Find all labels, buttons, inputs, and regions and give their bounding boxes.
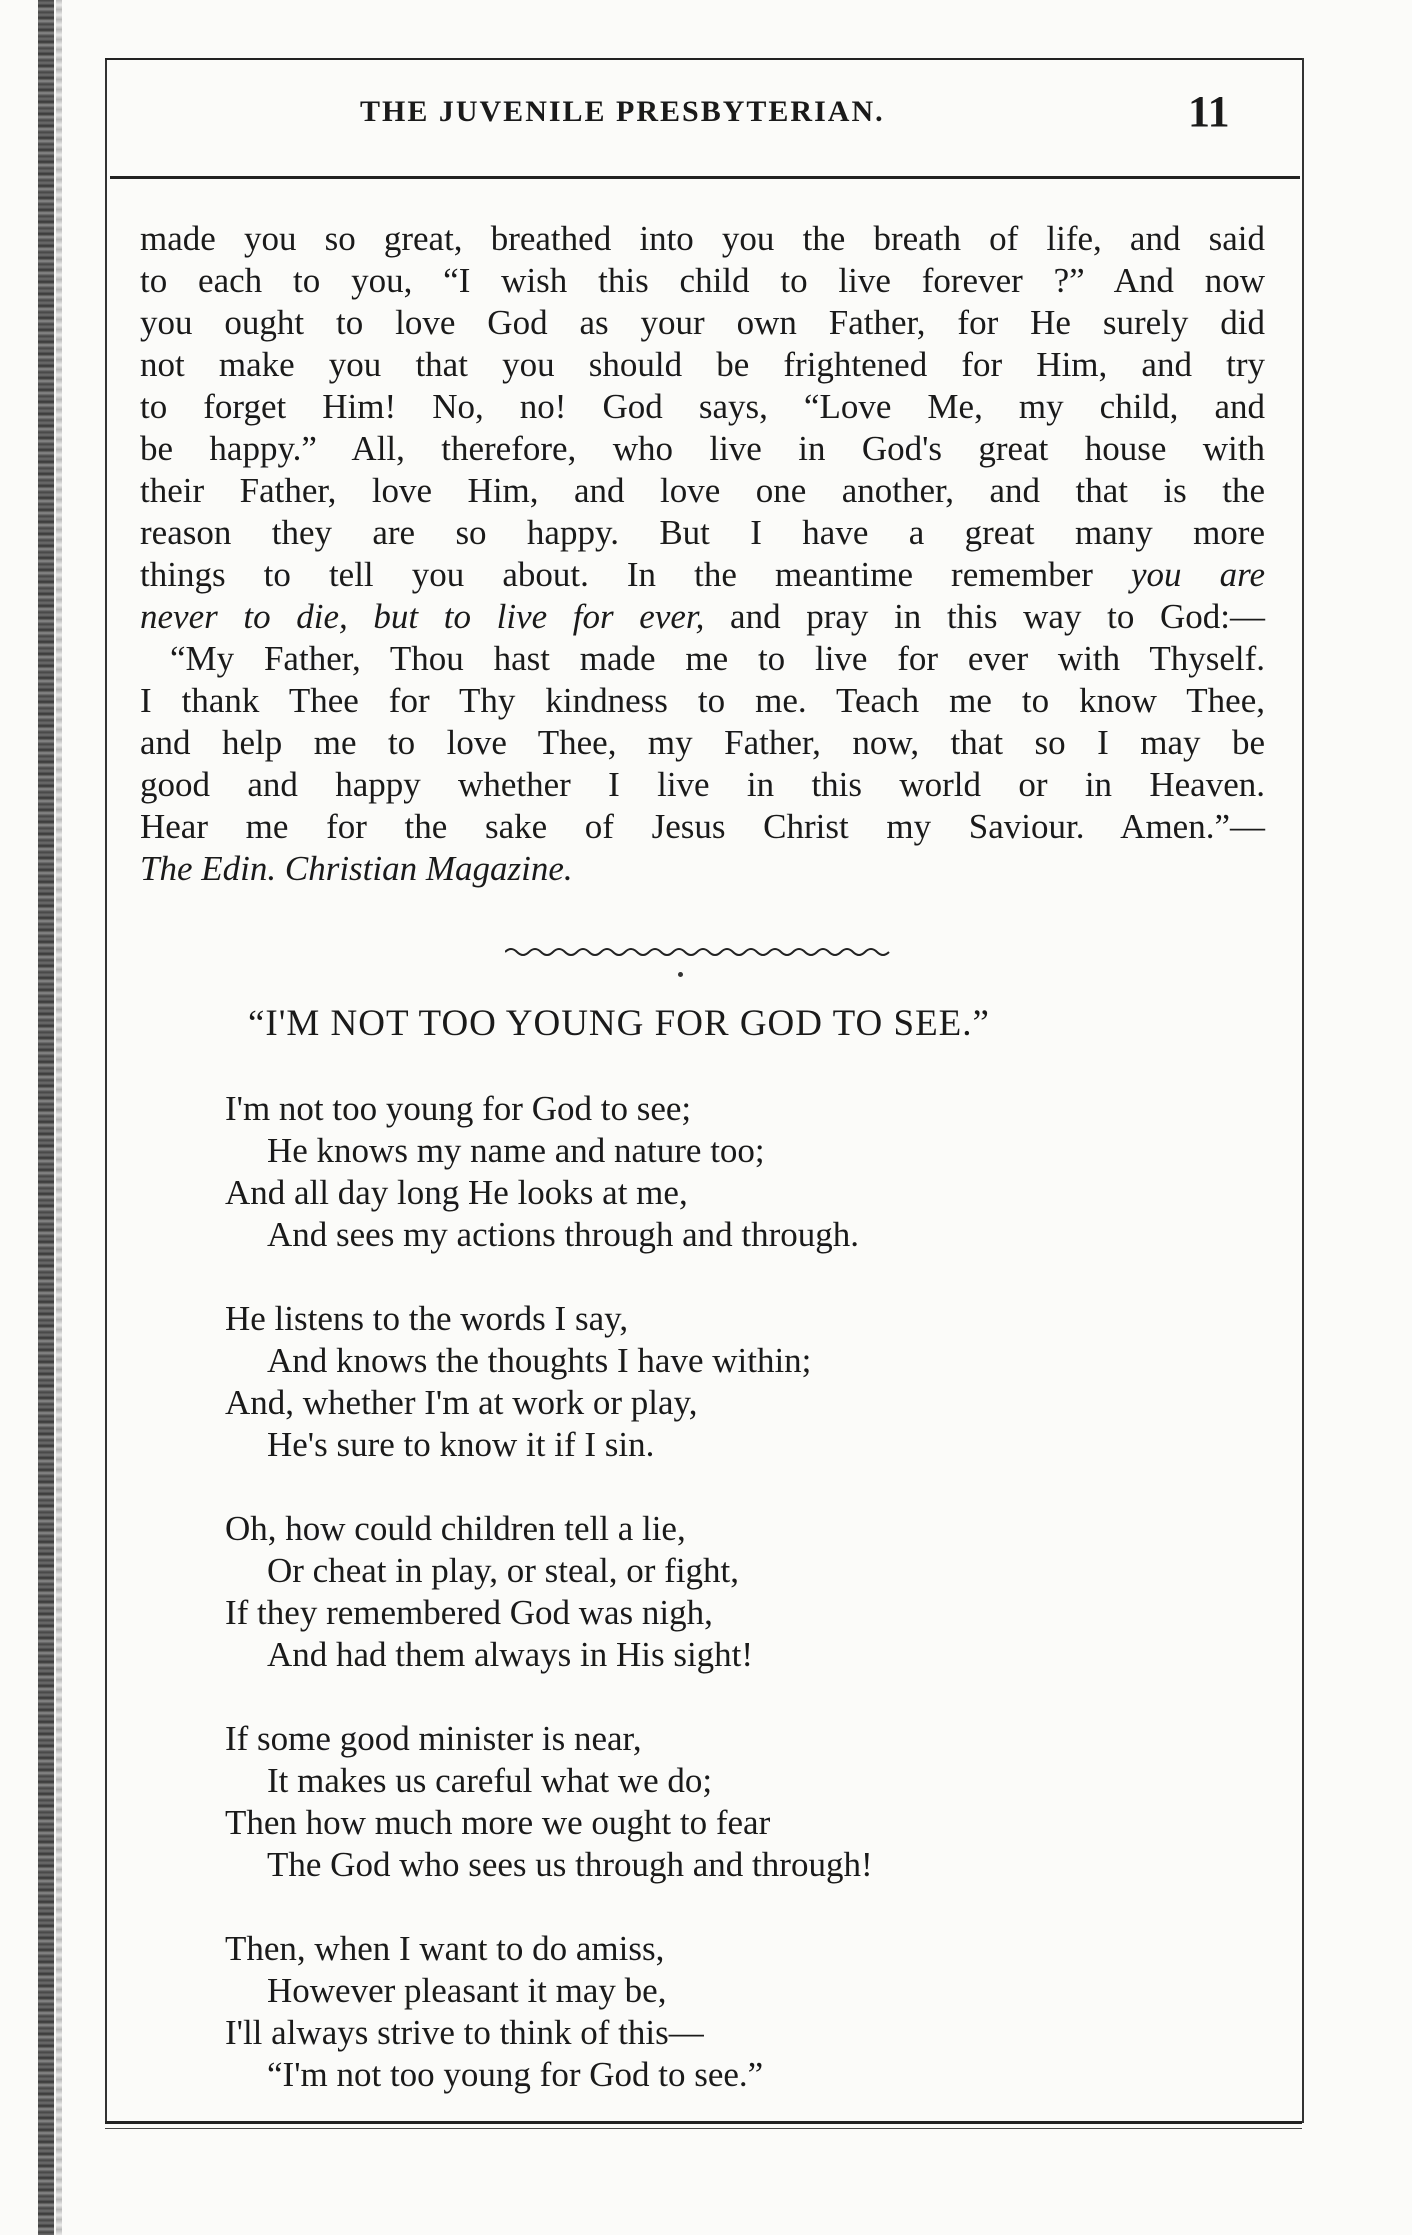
prose-line: their Father, love Him, and love one another, and that is the	[140, 471, 1265, 510]
emphasis-text: never to die, but to live for ever,	[140, 597, 705, 636]
verse-line: And sees my actions through and through.	[267, 1215, 859, 1254]
divider-dot	[678, 972, 683, 977]
verse-line: Oh, how could children tell a lie,	[225, 1509, 686, 1548]
top-border-rule	[105, 58, 1302, 60]
prose-line: made you so great, breathed into you the breath of life, and said	[140, 219, 1265, 258]
prose-line: to each to you, “I wish this child to live forever ?” And now	[140, 261, 1265, 300]
verse-line: And had them always in His sight!	[267, 1635, 754, 1674]
prayer-line: “My Father, Thou hast made me to live for ever with Thyself.	[170, 639, 1265, 678]
stanza	[225, 1508, 1125, 1676]
verse-line: He knows my name and nature too;	[267, 1131, 765, 1170]
verse-line: The God who sees us through and through!	[267, 1845, 873, 1884]
binding-shadow	[56, 0, 62, 2235]
verse-line: Or cheat in play, or steal, or fight,	[267, 1551, 740, 1590]
verse-line: Then how much more we ought to fear	[225, 1803, 771, 1842]
prose-text: things to tell you about. In the meantime remember	[140, 555, 1132, 594]
prose-text: and pray in this way to God:—	[704, 597, 1265, 636]
wavy-divider	[505, 945, 890, 959]
prose-line: reason they are so happy. But I have a great many more	[140, 513, 1265, 552]
stanza	[225, 1088, 1125, 1256]
verse-line: And, whether I'm at work or play,	[225, 1383, 698, 1422]
verse-line: If they remembered God was nigh,	[225, 1593, 713, 1632]
page-number: 11	[1188, 87, 1230, 136]
poem-title: “I'M NOT TOO YOUNG FOR GOD TO SEE.”	[248, 1003, 990, 1044]
verse-line: However pleasant it may be,	[267, 1971, 667, 2010]
verse-line: And all day long He looks at me,	[225, 1173, 688, 1212]
verse-line: He listens to the words I say,	[225, 1299, 629, 1338]
stanza	[225, 1928, 1125, 2096]
verse-line: And knows the thoughts I have within;	[267, 1341, 812, 1380]
prose-line: be happy.” All, therefore, who live in God's great house with	[140, 429, 1265, 468]
stanza	[225, 1298, 1125, 1466]
poem-body	[225, 1088, 1125, 2138]
header-rule	[110, 176, 1300, 179]
prose-line: to forget Him! No, no! God says, “Love Me, my child, and	[140, 387, 1265, 426]
running-title: THE JUVENILE PRESBYTERIAN.	[360, 95, 885, 128]
stanza	[225, 1718, 1125, 1886]
prayer-line: I thank Thee for Thy kindness to me. Teach me to know Thee,	[140, 681, 1265, 720]
verse-line: I'm not too young for God to see;	[225, 1089, 692, 1128]
verse-line: Then, when I want to do amiss,	[225, 1929, 665, 1968]
prose-line: not make you that you should be frightened for Him, and try	[140, 345, 1265, 384]
verse-line: If some good minister is near,	[225, 1719, 642, 1758]
prayer-line: good and happy whether I live in this world or in Heaven.	[140, 765, 1265, 804]
prose-line	[140, 554, 1265, 596]
prose-line	[140, 596, 1265, 638]
prose-passage	[140, 218, 1265, 890]
prayer-line: and help me to love Thee, my Father, now, that so I may be	[140, 723, 1265, 762]
verse-line: I'll always strive to think of this—	[225, 2013, 704, 2052]
prayer-line: Hear me for the sake of Jesus Christ my Saviour. Amen.”—	[140, 807, 1265, 846]
emphasis-text: you are	[1131, 555, 1265, 594]
verse-line: He's sure to know it if I sin.	[267, 1425, 655, 1464]
source-citation: The Edin. Christian Magazine.	[140, 849, 573, 888]
binding-edge	[38, 0, 54, 2235]
prose-line: you ought to love God as your own Father, for He surely did	[140, 303, 1265, 342]
verse-line: “I'm not too young for God to see.”	[267, 2055, 764, 2094]
verse-line: It makes us careful what we do;	[267, 1761, 713, 1800]
